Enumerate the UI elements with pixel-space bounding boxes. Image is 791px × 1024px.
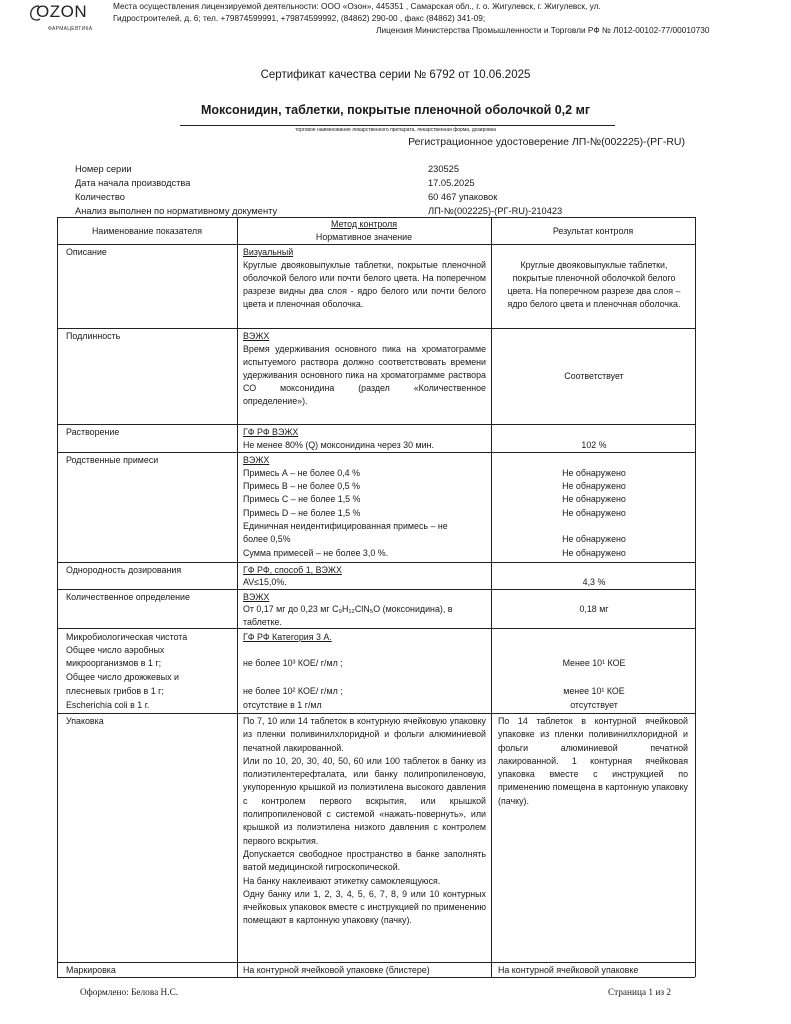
result-description: Круглые двояковыпуклые таблетки, покрытые пленочной оболочкой белого цвета. На поперечном разрезе два слоя – ядро белого цвета и пленочная оболочка. bbox=[507, 260, 681, 310]
norm-impurity-c: Примесь С – не более 1,5 % bbox=[243, 494, 361, 504]
info-value-series: 230525 bbox=[428, 164, 460, 174]
result-identity: Соответствует bbox=[564, 371, 624, 381]
row-rule bbox=[57, 452, 695, 453]
row-name-labeling: Маркировка bbox=[66, 965, 116, 975]
method-identity: ВЭЖХ bbox=[243, 331, 270, 341]
method-uniformity: ГФ РФ, способ 1, ВЭЖХ bbox=[243, 565, 342, 575]
info-value-document: ЛП-№(002225)-(РГ-RU)-210423 bbox=[428, 206, 563, 216]
norm-impurity-a: Примесь А – не более 0,4 % bbox=[243, 468, 360, 478]
norm-packaging-blister: По 7, 10 или 14 таблеток в контурную ячейковую упаковку из пленки поливинилхлоридной и фольги алюминиевой печатной лакированной. bbox=[243, 716, 486, 753]
norm-packaging-carton: Одну банку или 1, 2, 3, 4, 5, 6, 7, 8, 9 или 10 контурных ячейковых упаковок вместе с инструкцией по применению помещают в картонную упаковку (пачку). bbox=[243, 888, 486, 926]
col-rule bbox=[57, 217, 58, 977]
result-labeling: На контурной ячейковой упаковке bbox=[498, 965, 639, 975]
result-uniformity: 4,3 % bbox=[582, 577, 606, 587]
header-address-line: Места осуществления лицензируемой деятельности: ООО «Озон», 445351 , Самарская обл., г. о. Жигулевск, г. Жигулевск, ул. bbox=[113, 1, 601, 11]
norm-identity: Время удерживания основного пика на хроматограмме испытуемого раствора должно соответствовать времени удерживания основного пика на хроматограмме раствора СО моксонидина (раздел «Количественное определение»). bbox=[243, 344, 486, 407]
norm-ecoli: отсутствие в 1 г/мл bbox=[243, 700, 322, 710]
row-name-aerobic: Общее число аэробных bbox=[66, 645, 165, 655]
norm-packaging-jar: Или по 10, 20, 30, 40, 50, 60 или 100 таблеток в банку из полиэтилентерефталата, или банку полипропиленовую, укупоренную крышкой из полиэтилена высокого давления с контролем первого вскрытия, или крышкой полипропиленовой с системой «нажать-повернуть», или крышкой из полиэтилена низкого давления с контролем первого вскрытия. bbox=[243, 755, 486, 846]
registration-number: Регистрационное удостоверение ЛП-№(002225)-(РГ-RU) bbox=[408, 136, 685, 148]
result-impurity-sum: Не обнаружено bbox=[562, 548, 626, 558]
method-impurities: ВЭЖХ bbox=[243, 455, 270, 465]
result-assay: 0,18 мг bbox=[579, 604, 609, 614]
row-rule bbox=[57, 328, 695, 329]
logo-subtitle: ФАРМАЦЕВТИКА bbox=[48, 26, 93, 32]
row-name-fungi-cont: плесневых грибов в 1 г; bbox=[66, 686, 164, 696]
col-header-name: Наименование показателя bbox=[91, 226, 203, 236]
result-unidentified-impurity: Не обнаружено bbox=[562, 534, 626, 544]
result-packaging: По 14 таблеток в контурной ячейковой упаковке из пленки поливинилхлоридной и фольги алюминиевой печатной лакированной. 1 контурная ячейковая упаковка вместе с инструкцией по применению помещена в картонную упаковку (пачку). bbox=[498, 716, 688, 806]
ozon-logo bbox=[28, 2, 103, 36]
row-name-dissolution: Растворение bbox=[66, 427, 120, 437]
norm-packaging-cotton: Допускается свободное пространство в банке заполнять ватой медицинской гигроскопической. bbox=[243, 848, 486, 873]
norm-labeling: На контурной ячейковой упаковке (блистере) bbox=[243, 965, 430, 975]
table-bottom-rule bbox=[57, 977, 695, 978]
norm-packaging-label: На банку наклеивают этикетку самоклеящуюся. bbox=[243, 875, 441, 886]
col-rule bbox=[695, 217, 696, 977]
row-name-fungi: Общее число дрожжевых и bbox=[66, 672, 179, 682]
norm-fungi: не более 10² КОЕ/ г/мл ; bbox=[243, 686, 343, 696]
norm-unidentified-impurity-cont: более 0,5% bbox=[243, 534, 291, 544]
result-impurity-b: Не обнаружено bbox=[562, 481, 626, 491]
row-name-aerobic-cont: микроорганизмов в 1 г; bbox=[66, 658, 162, 668]
product-caption: торговое наименование лекарственного препарата, лекарственная форма, дозировка bbox=[295, 127, 496, 133]
info-value-quantity: 60 467 упаковок bbox=[428, 192, 498, 202]
norm-aerobic: не более 10³ КОЕ/ г/мл ; bbox=[243, 658, 343, 668]
result-fungi: менее 10¹ КОЕ bbox=[563, 686, 625, 696]
norm-impurity-d: Примесь D – не более 1,5 % bbox=[243, 508, 361, 518]
col-header-result: Результат контроля bbox=[552, 226, 634, 236]
norm-assay: От 0,17 мг до 0,23 мг C₉H₁₂ClN₅O (моксонидина), в таблетке. bbox=[243, 604, 453, 628]
norm-impurity-b: Примесь В – не более 0,5 % bbox=[243, 481, 360, 491]
info-label-quantity: Количество bbox=[75, 192, 125, 202]
method-dissolution: ГФ РФ ВЭЖХ bbox=[243, 427, 299, 437]
row-name-uniformity: Однородность дозирования bbox=[66, 565, 182, 575]
certificate-title: Сертификат качества серии № 6792 от 10.06.2025 bbox=[260, 69, 531, 81]
row-rule bbox=[57, 962, 695, 963]
result-aerobic: Менее 10¹ КОЕ bbox=[562, 658, 626, 668]
result-impurity-d: Не обнаружено bbox=[562, 508, 626, 518]
col-header-method: Метод контроля bbox=[330, 219, 398, 229]
table-head-rule bbox=[57, 244, 695, 245]
row-rule bbox=[57, 424, 695, 425]
footer-page-number: Страница 1 из 2 bbox=[608, 988, 671, 998]
norm-packaging bbox=[243, 715, 486, 928]
col-header-norm: Нормативное значение bbox=[315, 232, 413, 242]
row-name-packaging: Упаковка bbox=[66, 716, 104, 726]
row-name-assay: Количественное определение bbox=[66, 592, 190, 602]
result-dissolution: 102 % bbox=[581, 440, 607, 450]
logo-name: OZON bbox=[36, 2, 88, 21]
norm-impurity-sum: Сумма примесей – не более 3,0 %. bbox=[243, 548, 389, 558]
info-value-date: 17.05.2025 bbox=[428, 178, 475, 188]
row-rule bbox=[57, 713, 695, 714]
row-rule bbox=[57, 562, 695, 563]
result-impurity-a: Не обнаружено bbox=[562, 468, 626, 478]
header-contacts-line: Гидростроителей, д. 6; тел. +79874599991, +79874599992, (84862) 290-00 , факс (84862) 341-09; bbox=[113, 13, 486, 23]
info-label-date: Дата начала производства bbox=[75, 178, 191, 188]
row-name-microbiology: Микробиологическая чистота bbox=[66, 632, 188, 642]
info-label-document: Анализ выполнен по нормативному документу bbox=[75, 206, 278, 216]
method-description: Визуальный bbox=[243, 247, 294, 257]
row-name-description: Описание bbox=[66, 247, 107, 257]
row-name-ecoli: Escherichia coli в 1 г. bbox=[66, 700, 150, 710]
row-name-impurities: Родственные примеси bbox=[66, 455, 159, 465]
result-ecoli: отсутствует bbox=[570, 700, 618, 710]
product-name: Моксонидин, таблетки, покрытые пленочной оболочкой 0,2 мг bbox=[200, 103, 591, 117]
footer-prepared-by: Оформлено: Белова Н.С. bbox=[80, 988, 179, 998]
row-name-identity: Подлинность bbox=[66, 331, 121, 341]
norm-unidentified-impurity: Единичная неидентифицированная примесь – не bbox=[243, 521, 448, 531]
norm-description: Круглые двояковыпуклые таблетки, покрытые пленочной оболочкой белого или почти белого цвета. На поперечном разрезе видны два слоя - ядро белого или почти белого цвета и пленочная оболочка. bbox=[243, 260, 486, 310]
info-label-series: Номер серии bbox=[75, 164, 132, 174]
product-underline bbox=[180, 125, 615, 126]
col-rule bbox=[237, 217, 238, 977]
header-license-line: Лицензия Министерства Промышленности и Торговли РФ № Л012-00102-77/00010730 bbox=[376, 25, 710, 35]
norm-dissolution: Не менее 80% (Q) моксонидина через 30 мин. bbox=[243, 440, 434, 450]
row-rule bbox=[57, 589, 695, 590]
method-microbiology: ГФ РФ Категория 3 А. bbox=[243, 632, 332, 642]
method-assay: ВЭЖХ bbox=[243, 592, 270, 602]
norm-uniformity: AV≤15,0%. bbox=[243, 577, 287, 587]
result-impurity-c: Не обнаружено bbox=[562, 494, 626, 504]
col-rule bbox=[491, 217, 492, 977]
